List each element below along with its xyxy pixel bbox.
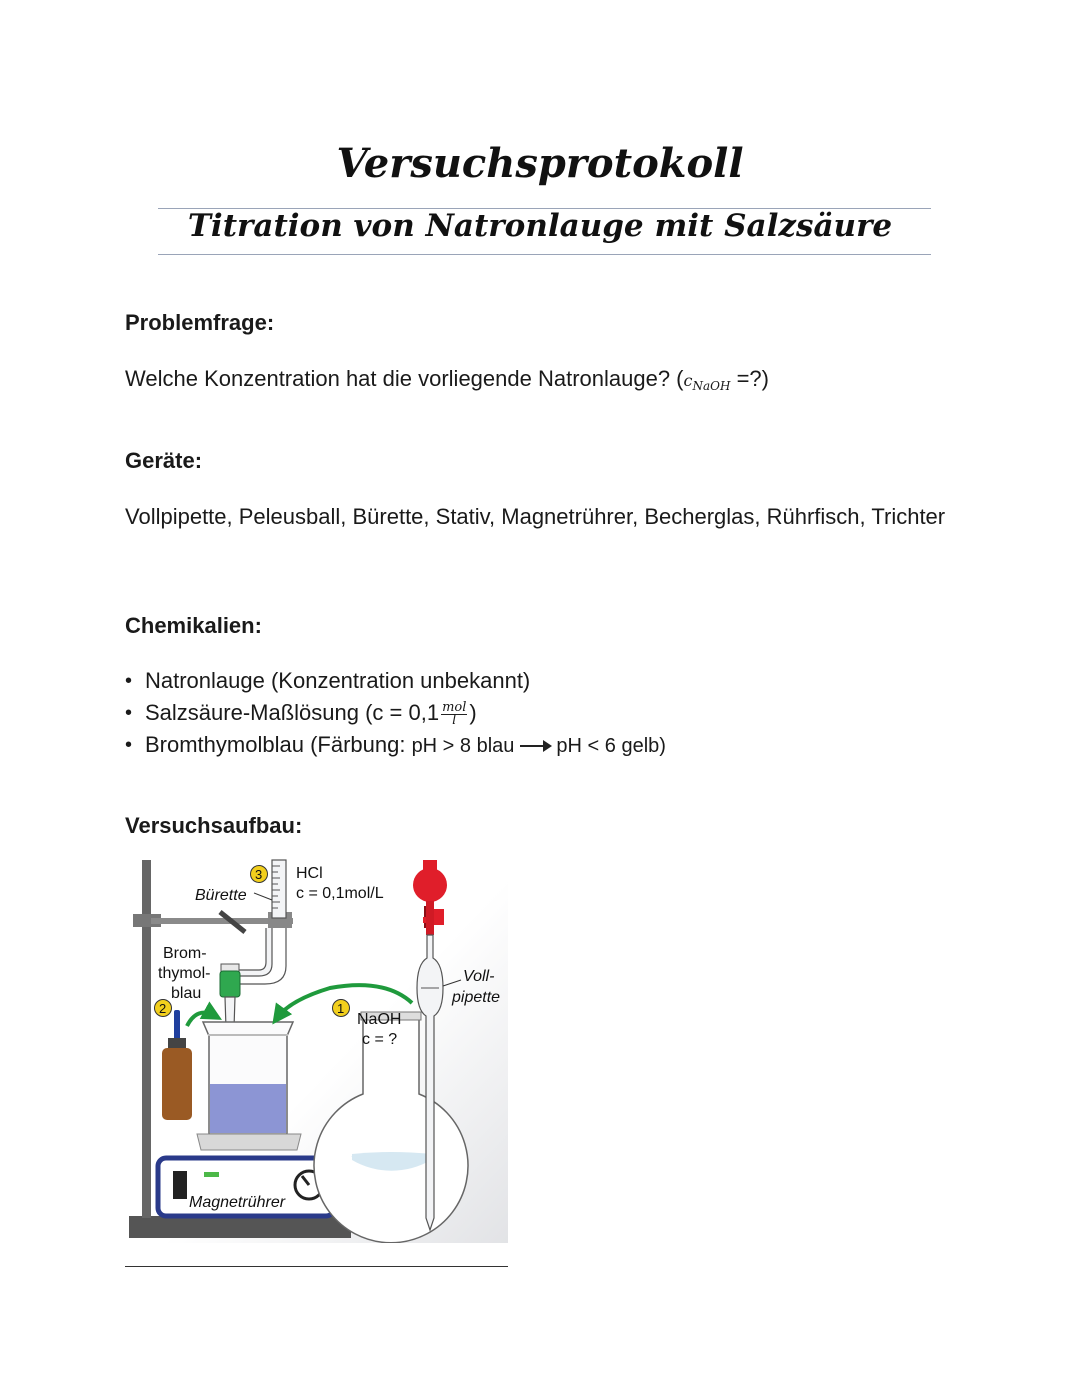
unit-fraction: $\frac{\text{mol}}{l}$ [442, 699, 467, 728]
problem-question-tail: =?) [730, 366, 769, 391]
label-vollpipette-2: pipette [452, 989, 501, 1006]
label-bromthymol-3: blau [171, 985, 202, 1002]
label-bromthymol-1: Brom- [163, 945, 207, 962]
chemical-item-salzsaeure: • Salzsäure-Maßlösung (c = 0,1 $\frac{\text{mol}}{l}$ ) [125, 697, 666, 729]
arrow-right-icon [520, 745, 550, 747]
label-vollpipette-1: Voll- [463, 968, 495, 985]
label-naoh-concentration: c = ? [362, 1031, 398, 1048]
badge-1-number: 1 [337, 1001, 345, 1016]
chemical-item-bromthymolblau: • Bromthymolblau (Färbung: pH > 8 blau pH < 6 gelb) [125, 729, 666, 761]
devices-heading: Geräte: [125, 448, 203, 473]
document-title: Versuchsprotokoll [336, 140, 744, 187]
chemicals-list [125, 665, 666, 761]
label-hcl-concentration: c = 0,1mol/L [296, 885, 384, 902]
problem-question [125, 365, 769, 400]
titration-setup-figure [125, 838, 508, 1243]
document-subtitle: Titration von Natronlauge mit Salzsäure [187, 208, 893, 244]
concentration-symbol: $c_{NaOH}$ [683, 371, 731, 394]
problem-heading: Problemfrage: [125, 310, 275, 335]
label-bromthymol-2: thymol- [158, 965, 211, 982]
badge-3-number: 3 [255, 867, 263, 882]
chemicals-heading: Chemikalien: [125, 613, 262, 638]
problem-question-text: Welche Konzentration hat die vorliegende Natronlauge? ( [125, 366, 684, 391]
label-buerette: Bürette [195, 887, 247, 904]
label-magnetruehrer: Magnetrührer [189, 1194, 286, 1211]
beaker [203, 1022, 293, 1134]
setup-heading: Versuchsaufbau: [125, 813, 303, 838]
chemical-item-natronlauge: • Natronlauge (Konzentration unbekannt) [125, 665, 666, 697]
label-naoh: NaOH [357, 1011, 402, 1028]
label-hcl: HCl [296, 865, 323, 882]
badge-2-number: 2 [159, 1001, 167, 1016]
devices-list: Vollpipette, Peleusball, Bürette, Stativ, Magnetrührer, Becherglas, Rührfisch, Trichter [125, 504, 946, 529]
title-divider-bottom [158, 254, 931, 255]
figure-bottom-rule [125, 1266, 508, 1267]
